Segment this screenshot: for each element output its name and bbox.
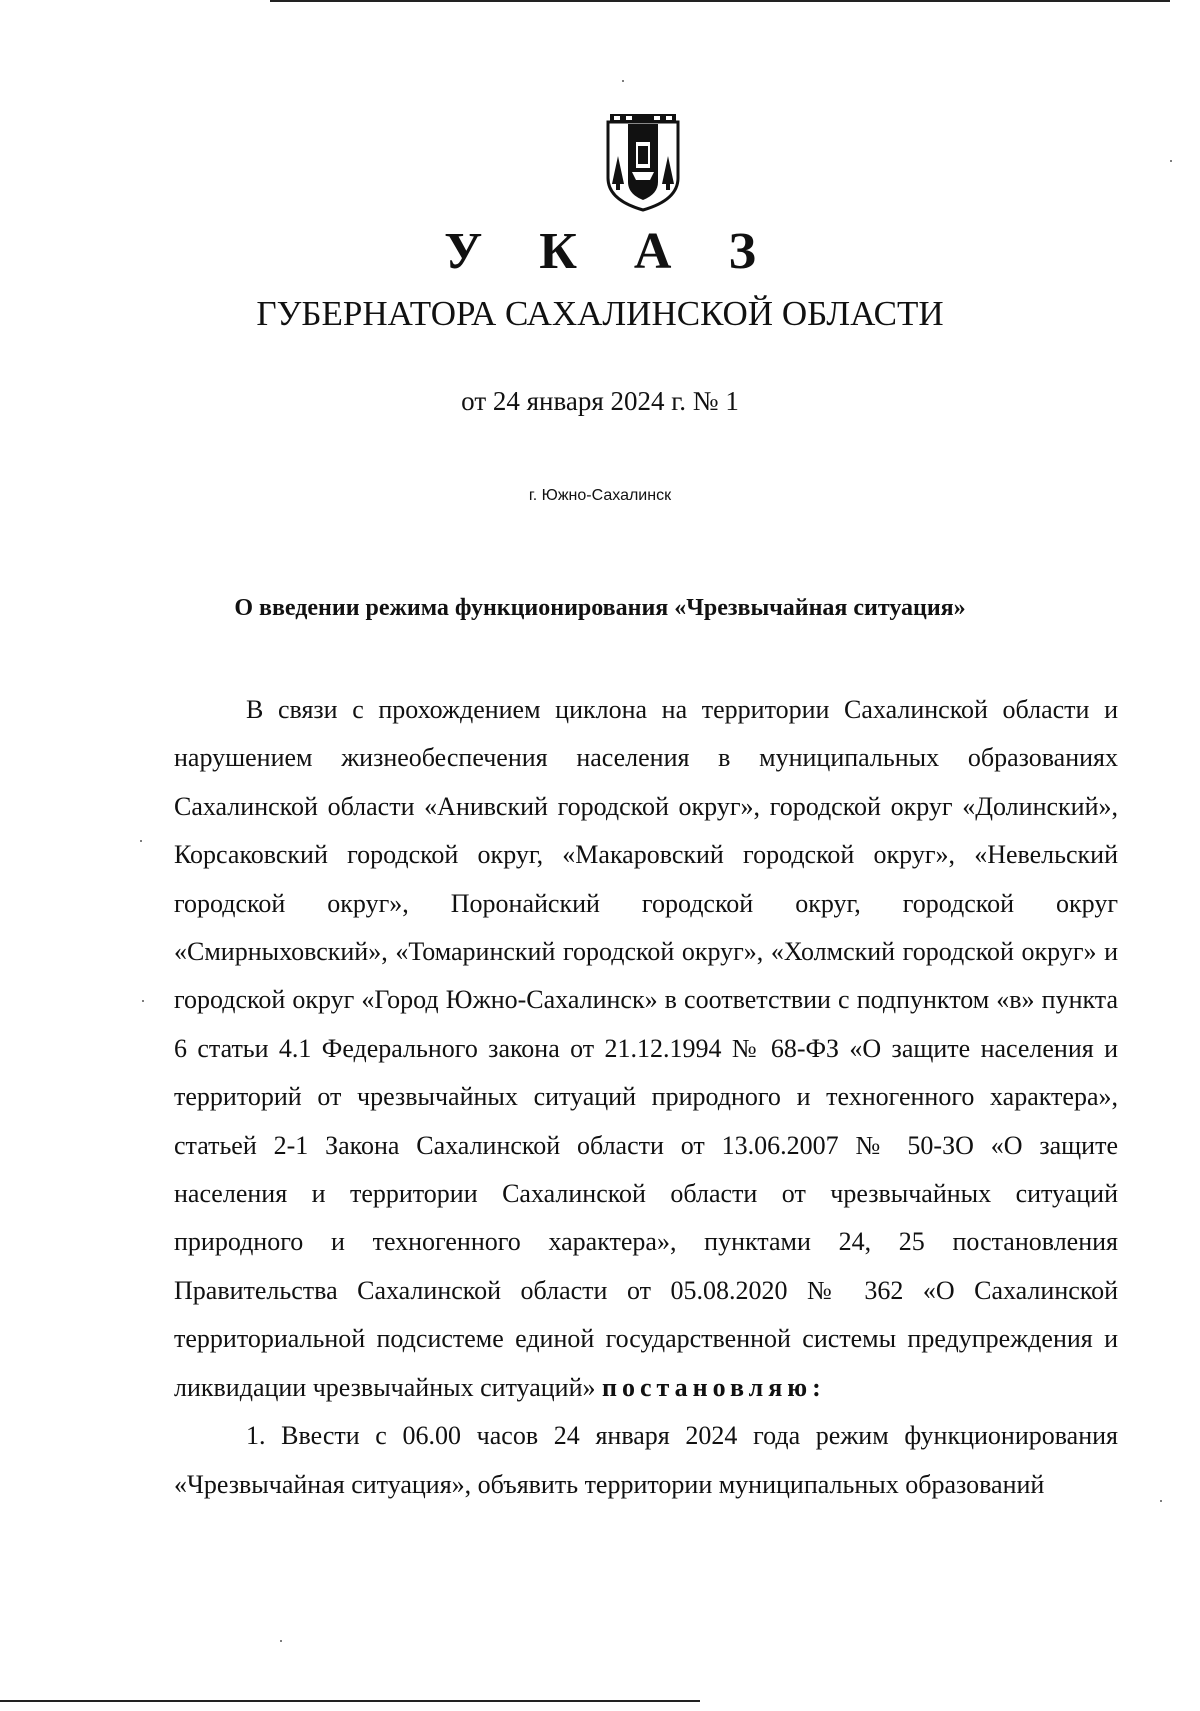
scan-speck [1170,160,1172,162]
scan-speck [1160,1500,1162,1502]
scan-speck [142,1000,144,1002]
decree-subtitle: ГУБЕРНАТОРА САХАЛИНСКОЙ ОБЛАСТИ [256,294,944,333]
scan-speck [140,840,142,842]
decree-body [174,686,1118,1509]
scan-edge-line-top [270,0,1170,2]
scan-speck [622,80,624,82]
decree-heading: О введении режима функционирования «Чрезвычайная ситуация» [234,595,966,621]
decree-city: г. Южно-Сахалинск [528,487,672,504]
decree-title: У К А З [444,223,778,280]
decree-date-number: от 24 января 2024 г. № 1 [461,386,739,416]
item-1-paragraph: 1. Ввести с 06.00 часов 24 января 2024 года режим функционирования «Чрезвычайная ситуация», объявить территории муниципальных образований [174,1421,1118,1499]
preamble-paragraph [174,686,1118,1412]
scan-edge-line-bottom [0,1700,700,1702]
coat-of-arms-icon [602,112,684,212]
scan-speck [280,1640,282,1642]
preamble-text: В связи с прохождением циклона на территории Сахалинской области и нарушением жизнеобеспечения населения в муниципальных образованиях Сахалинской области «Анивский городской округ», городской округ «Долинский», Корсаковский городской округ, «Макаровский городской округ», «Невельский городской округ», Поронайский городской округ, городской округ «Смирныховский», «Томаринский городской округ», «Холмский городской округ» и городской округ «Город Южно-Сахалинск» в соответствии с подпунктом «в» пункта 6 статьи 4.1 Федерального закона от 21.12.1994 № 68-ФЗ «О защите населения и территорий от чрезвычайных ситуаций природного и техногенного характера», статьей 2-1 Закона Сахалинской области от 13.06.2007 № 50-ЗО «О защите населения и территории Сахалинской области от чрезвычайных ситуаций природного и техногенного характера», пунктами 24, 25 постановления Правительства Сахалинской области от 05.08.2020 № 362 «О Сахалинской территориальной подсистеме единой государственной системы предупреждения и ликвидации чрезвычайных ситуаций» [174,695,1118,1402]
resolve-word: постановляю: [602,1372,826,1402]
